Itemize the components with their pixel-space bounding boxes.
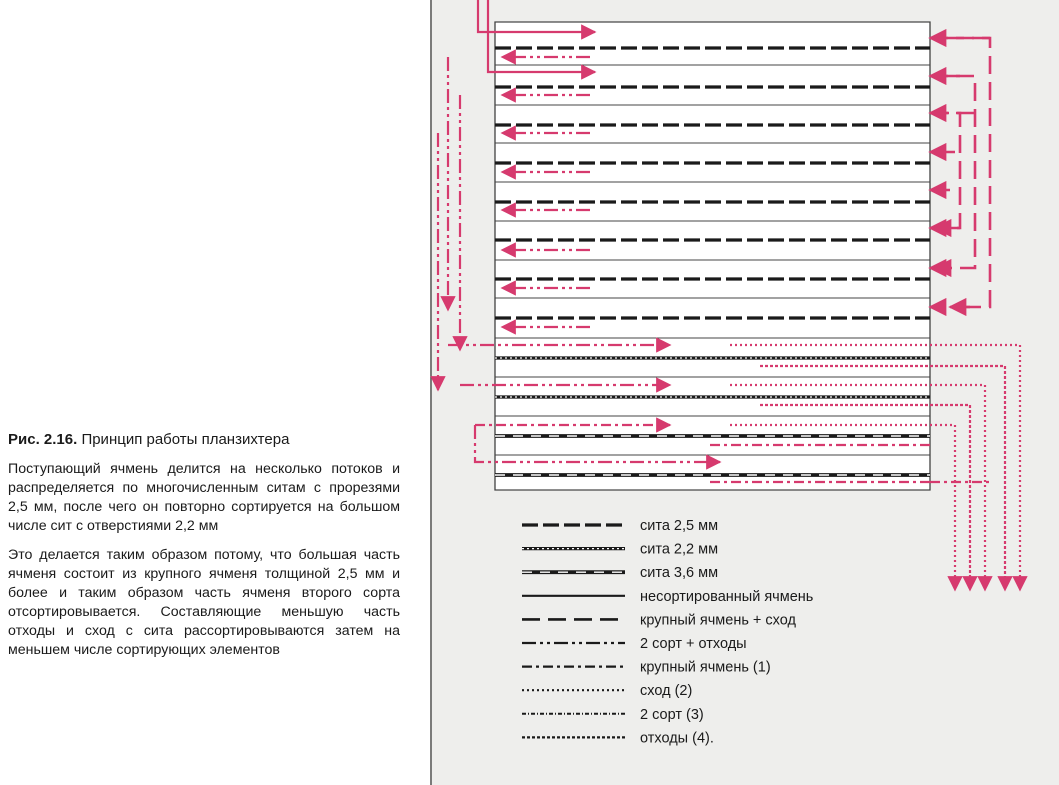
large-collector: [930, 113, 960, 228]
legend-label-sieve-22: сита 2,2 мм: [640, 541, 719, 558]
legend-item-overflow-2: [522, 683, 692, 699]
stack-frame: [495, 22, 930, 490]
diagram-panel: [430, 0, 1059, 785]
legend-label-sieve-25: сита 2,5 мм: [640, 518, 719, 534]
large-collector: [930, 76, 975, 268]
legend-item-waste-4: [522, 730, 714, 746]
figure-number: Рис. 2.16.: [8, 431, 78, 448]
caption-paragraph-1: Поступающий ячмень делится на несколько потоков и распределяется по многочисленным ситам с прорезями 2,5 мм, после чего он повторно сортируется на большом числе сит с отверстиями 2,2 мм: [8, 461, 400, 534]
legend-label-large-1: крупный ячмень (1): [640, 659, 771, 676]
sieve-stack: [495, 22, 930, 490]
legend-label-grade2-waste: 2 сорт + отходы: [640, 636, 747, 652]
legend-item-large-1: [522, 660, 771, 676]
legend-label-grade2-3: 2 сорт (3): [640, 706, 704, 723]
figure-caption: [8, 430, 400, 450]
figure-title: Принцип работы планзихтера: [81, 431, 290, 448]
caption-panel: [8, 430, 400, 670]
legend-item-grade2-3: [522, 707, 704, 723]
legend-item-large-overflow: [522, 612, 797, 628]
legend-item-grade2-waste: [522, 636, 747, 652]
legend-label-sieve-36: сита 3,6 мм: [640, 565, 719, 582]
plansifter-diagram: [430, 0, 1059, 785]
legend: [522, 518, 813, 746]
legend-item-sieve-22: [522, 542, 718, 558]
caption-paragraph-2: Это делается таким образом потому, что большая часть ячменя состоит из крупного ячменя толщиной 2,5 мм и более и таким образом часть ячменя второго сорта отсортировывается. Составляющие меньшую часть отходы и сход с сита рассортировываются затем на меньшем числе сортирующих элементов: [8, 547, 400, 658]
legend-label-overflow-2: сход (2): [640, 683, 693, 700]
legend-label-waste-4: отходы (4).: [640, 730, 714, 747]
legend-item-sieve-36: [522, 565, 718, 581]
legend-label-unsorted: несортированный ячмень: [640, 588, 814, 605]
legend-label-large-overflow: крупный ячмень + сход: [640, 612, 796, 629]
legend-item-sieve-25: [522, 518, 718, 534]
legend-item-unsorted: [522, 589, 813, 605]
